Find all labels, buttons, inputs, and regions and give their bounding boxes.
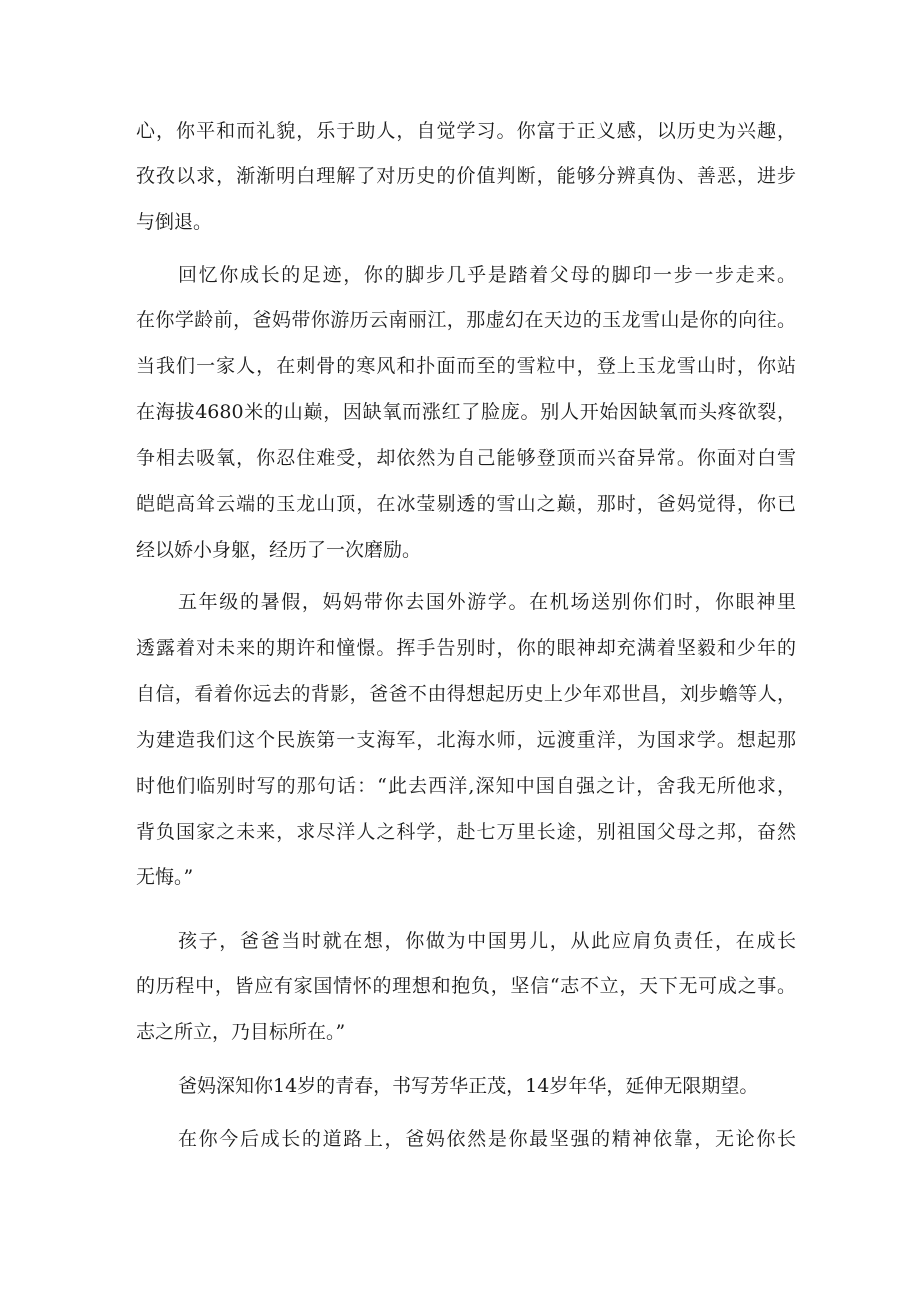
text-line: 与倒退。: [136, 211, 213, 233]
text-line: 的历程中，皆应有家国情怀的理想和抱负，坚信“志不立，天下无可成之事。: [136, 975, 796, 997]
text-line: 在你今后成长的道路上，爸妈依然是你最坚强的精神依靠，无论你长: [178, 1128, 796, 1150]
text-line: 孩子，爸爸当时就在想，你做为中国男儿，从此应肩负责任，在成长: [178, 930, 796, 952]
text-line: 当我们一家人，在刺骨的寒风和扑面而至的雪粒中，登上玉龙雪山时，你站: [136, 355, 796, 377]
text-line: 透露着对未来的期许和憧憬。挥手告别时，你的眼神却充满着坚毅和少年的: [136, 637, 796, 659]
text-line: 孜孜以求，渐渐明白理解了对历史的价值判断，能够分辨真伪、善恶，进步: [136, 165, 796, 187]
text-line: 自信，看着你远去的背影，爸爸不由得想起历史上少年邓世昌，刘步蟾等人，: [136, 683, 796, 705]
text-line: 背负国家之未来，求尽洋人之科学，赴七万里长途，别祖国父母之邦，奋然: [136, 821, 796, 843]
text-line: 争相去吸氧，你忍住难受，却依然为自己能够登顶而兴奋异常。你面对白雪: [136, 447, 796, 469]
text-line: 经以娇小身躯，经历了一次磨励。: [136, 539, 422, 561]
text-line: 爸妈深知你14岁的青春，书写芳华正茂，14岁年华，延伸无限期望。: [178, 1075, 759, 1097]
text-line: 无悔。”: [136, 866, 194, 888]
text-line: 回忆你成长的足迹，你的脚步几乎是踏着父母的脚印一步一步走来。: [178, 264, 796, 286]
text-line: 心，你平和而礼貌，乐于助人，自觉学习。你富于正义感，以历史为兴趣，: [136, 120, 796, 142]
text-line: 在你学龄前，爸妈带你游历云南丽江，那虚幻在天边的玉龙雪山是你的向往。: [136, 309, 796, 331]
text-line: 皑皑高耸云端的玉龙山顶，在冰莹剔透的雪山之巅，那时，爸妈觉得，你已: [136, 493, 796, 515]
text-line: 五年级的暑假，妈妈带你去国外游学。在机场送别你们时，你眼神里: [178, 591, 796, 613]
text-line: 为建造我们这个民族第一支海军，北海水师，远渡重洋，为国求学。想起那: [136, 729, 796, 751]
text-line: 志之所立，乃目标所在。”: [136, 1021, 346, 1043]
text-line: 在海拔4680米的山巅，因缺氧而涨红了脸庞。别人开始因缺氧而头疼欲裂，: [136, 401, 796, 423]
text-line: 时他们临别时写的那句话：“此去西洋,深知中国自强之计，舍我无所他求，: [136, 775, 796, 797]
